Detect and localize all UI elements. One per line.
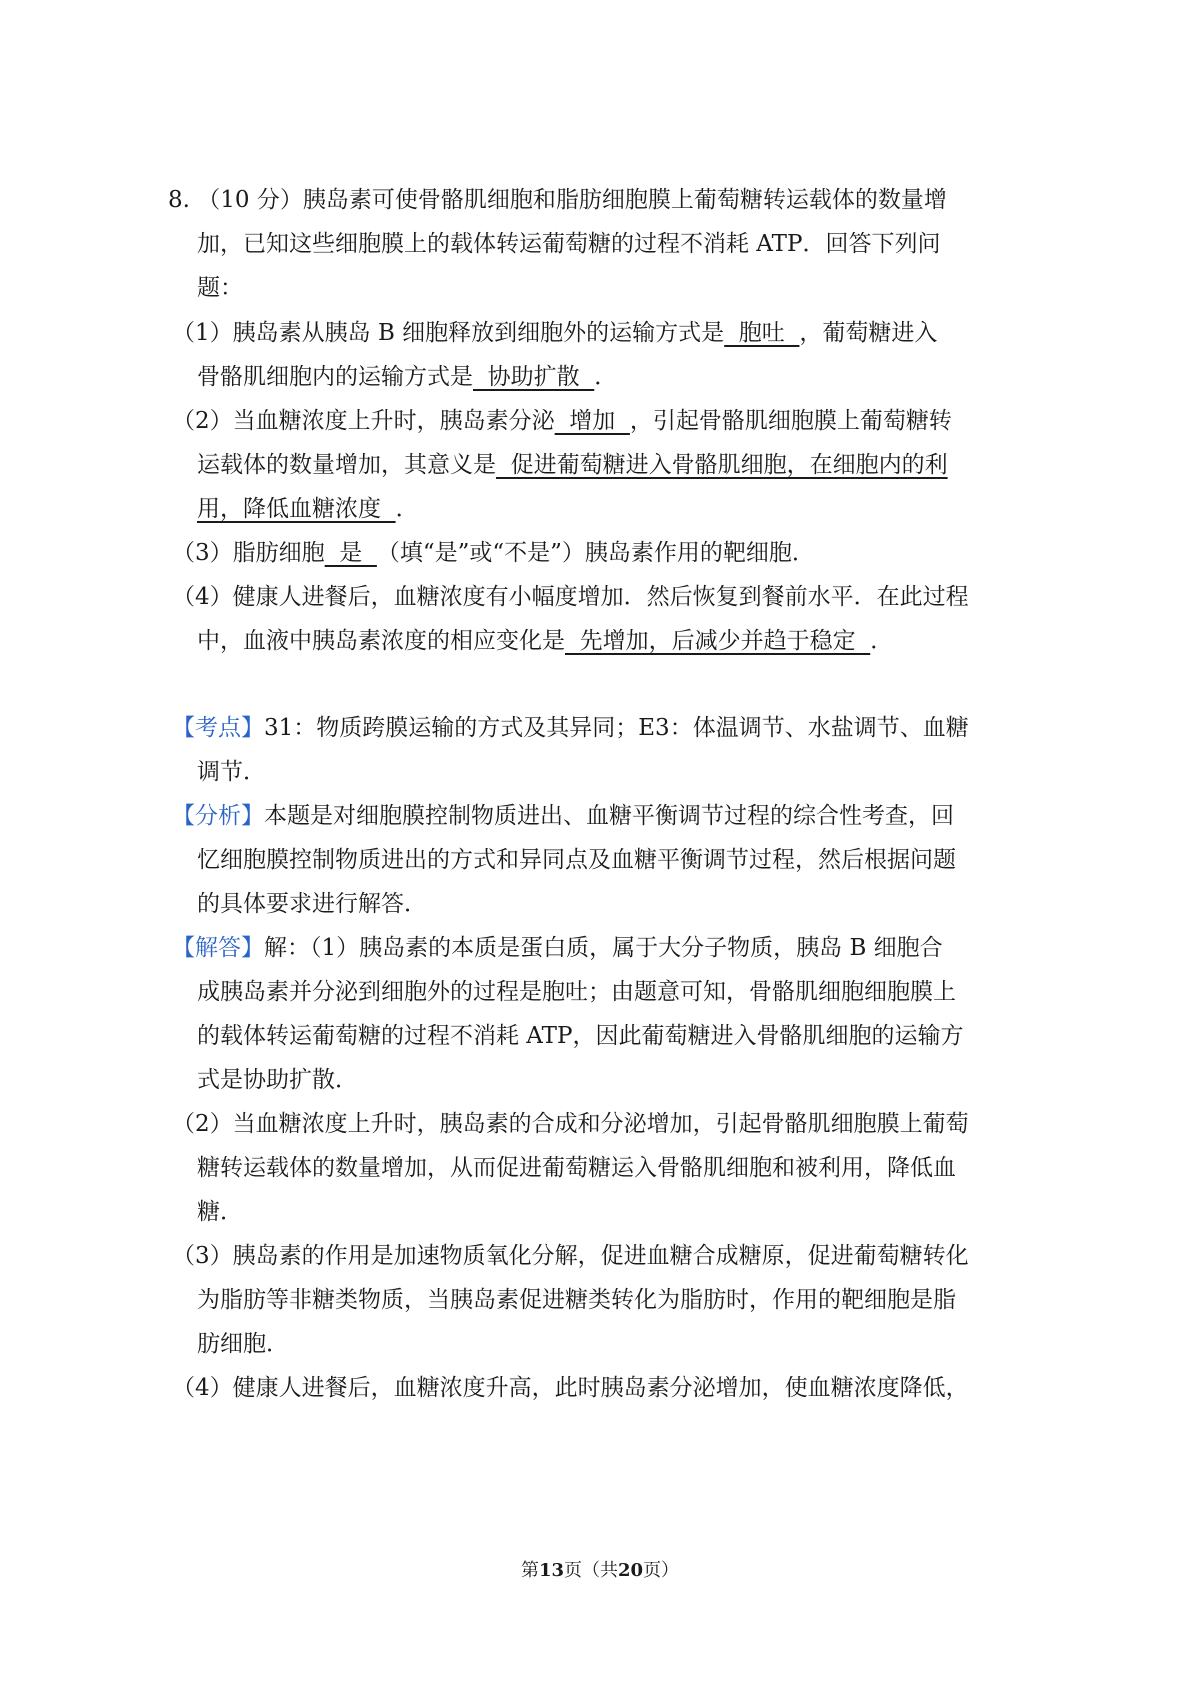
jieda-p3-line-1: （3）胰岛素的作用是加速物质氧化分解，促进血糖合成糖原，促进葡萄糖转化 xyxy=(172,1243,969,1269)
period: ． xyxy=(594,364,618,390)
sub-question-2-text-tail: ，引起骨骼肌细胞膜上葡萄糖转 xyxy=(629,408,952,434)
jieda-p3-line-2: 为脂肪等非糖类物质，当胰岛素促进糖类转化为脂肪时，作用的靶细胞是脂 xyxy=(197,1287,956,1313)
answer-1b: 协助扩散 xyxy=(473,364,595,390)
answer-1a: 胞吐 xyxy=(724,320,800,346)
fenxi-line-2: 忆细胞膜控制物质进出的方式和异同点及血糖平衡调节过程，然后根据问题 xyxy=(197,847,956,873)
question-number: 8. xyxy=(168,187,190,213)
footer-suffix: 页） xyxy=(643,1560,680,1581)
sub-question-2-line-1 xyxy=(172,406,952,436)
fenxi-line-1 xyxy=(172,801,954,831)
sub-question-3-line-1 xyxy=(172,538,815,568)
sub-question-1-line-1 xyxy=(172,318,937,348)
fenxi-line-3: 的具体要求进行解答． xyxy=(197,891,427,917)
sub-question-2-line-2 xyxy=(197,450,948,480)
kaodian-text: 31：物质跨膜运输的方式及其异同；E3：体温调节、水盐调节、血糖 xyxy=(264,715,969,741)
answer-2b-part1: 促进葡萄糖进入骨骼肌细胞，在细胞内的利 xyxy=(496,452,948,478)
jieda-tag: 【解答】 xyxy=(172,935,264,961)
footer-prefix: 第 xyxy=(520,1560,539,1581)
answer-2a: 增加 xyxy=(554,408,630,434)
jieda-p2-line-2: 糖转运载体的数量增加，从而促进葡萄糖运入骨骼肌细胞和被利用，降低血 xyxy=(197,1155,956,1181)
footer-middle: 页（共 xyxy=(564,1560,618,1581)
jieda-line-4: 式是协助扩散． xyxy=(197,1067,358,1093)
period: ． xyxy=(395,496,419,522)
fenxi-text: 本题是对细胞膜控制物质进出、血糖平衡调节过程的综合性考查，回 xyxy=(264,803,954,829)
page-footer xyxy=(0,1556,1200,1582)
sub-question-1-text-2: 骨骼肌细胞内的运输方式是 xyxy=(197,364,473,390)
sub-question-2-line-3 xyxy=(197,494,419,524)
question-stem-line-3: 题： xyxy=(197,275,243,301)
jieda-text: 解：（1）胰岛素的本质是蛋白质，属于大分子物质，胰岛 B 细胞合 xyxy=(264,935,943,961)
total-pages: 20 xyxy=(618,1560,644,1581)
sub-question-2-text-2: 运载体的数量增加，其意义是 xyxy=(197,452,496,478)
answer-2b-part2: 用，降低血糖浓度 xyxy=(197,496,396,522)
fenxi-tag: 【分析】 xyxy=(172,803,264,829)
sub-question-2-text: （2）当血糖浓度上升时，胰岛素分泌 xyxy=(172,408,555,434)
sub-question-4-text: 中，血液中胰岛素浓度的相应变化是 xyxy=(197,628,565,654)
kaodian-line-1 xyxy=(172,713,969,743)
sub-question-1-text-tail: ，葡萄糖进入 xyxy=(799,320,938,346)
jieda-line-3: 的载体转运葡萄糖的过程不消耗 ATP，因此葡萄糖进入骨骼肌细胞的运输方 xyxy=(197,1023,964,1049)
sub-question-3-text: （3）脂肪细胞 xyxy=(172,540,325,566)
sub-question-4-line-2 xyxy=(197,626,893,656)
jieda-line-2: 成胰岛素并分泌到细胞外的过程是胞吐；由题意可知，骨骼肌细胞细胞膜上 xyxy=(197,979,956,1005)
jieda-p2-line-3: 糖． xyxy=(197,1199,243,1225)
question-stem-text: （10 分）胰岛素可使骨骼肌细胞和脂肪细胞膜上葡萄糖转运载体的数量增 xyxy=(197,187,947,213)
sub-question-3-text-tail: （填“是”或“不是”）胰岛素作用的靶细胞． xyxy=(376,540,815,566)
kaodian-tag: 【考点】 xyxy=(172,715,264,741)
jieda-line-1 xyxy=(172,933,943,963)
jieda-p4-line-1: （4）健康人进餐后，血糖浓度升高，此时胰岛素分泌增加，使血糖浓度降低， xyxy=(172,1375,969,1401)
sub-question-1-text: （1）胰岛素从胰岛 B 细胞释放到细胞外的运输方式是 xyxy=(172,320,725,346)
sub-question-4-line-1: （4）健康人进餐后，血糖浓度有小幅度增加．然后恢复到餐前水平．在此过程 xyxy=(172,584,969,610)
page-number: 13 xyxy=(538,1560,564,1581)
sub-question-1-line-2 xyxy=(197,362,617,392)
answer-3: 是 xyxy=(324,540,377,566)
kaodian-line-2: 调节． xyxy=(197,759,266,785)
jieda-p2-line-1: （2）当血糖浓度上升时，胰岛素的合成和分泌增加，引起骨骼肌细胞膜上葡萄 xyxy=(172,1111,969,1137)
period: ． xyxy=(870,628,894,654)
answer-4: 先增加，后减少并趋于稳定 xyxy=(565,628,871,654)
question-stem-line-1 xyxy=(168,185,947,215)
question-stem-line-2: 加，已知这些细胞膜上的载体转运葡萄糖的过程不消耗 ATP．回答下列问 xyxy=(197,231,941,257)
jieda-p3-line-3: 肪细胞． xyxy=(197,1331,289,1357)
